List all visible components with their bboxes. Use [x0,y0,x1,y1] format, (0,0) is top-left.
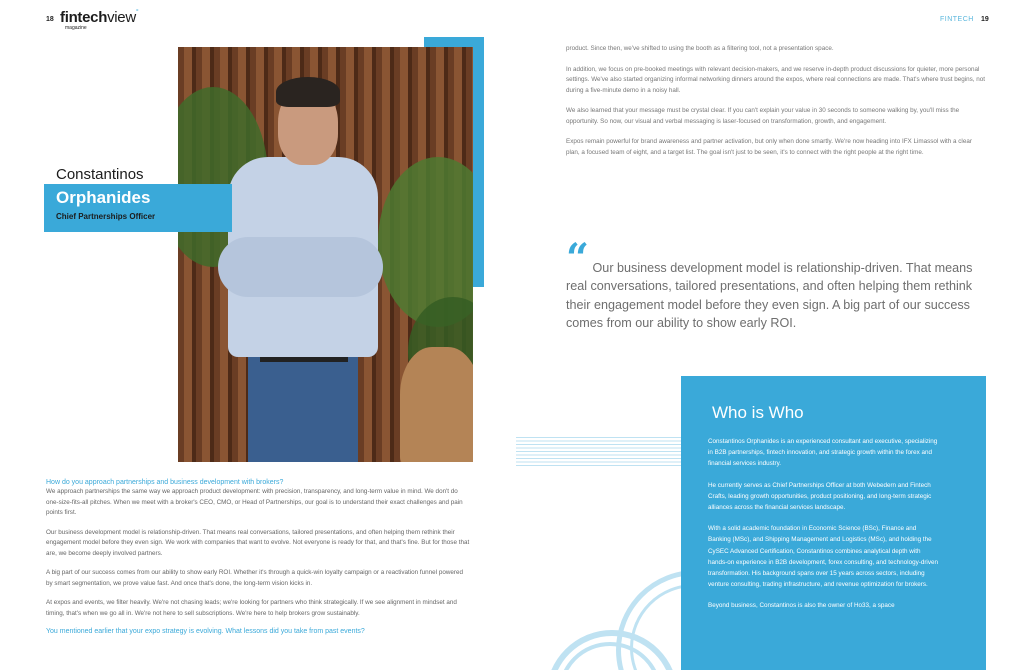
answer-paragraph: We approach partnerships the same way we approach product development: with precision, transparency, and long-term value in mind. We don't do one-size-fits-all pitches. When we meet with a broker's CEO, CMO, or Head of Partnerships, our goal is to understand their exact challenges and pain points first. [46,488,463,516]
answer-paragraph: Our business development model is relationship-driven. That means real conversations, tailored presentations, and often helping them rethink their engagement model before they even sign. We work with companies that want to evolve. Not everyone is ready for that, and that's fine. But for those that are, we become deeply involved partners. [46,528,470,557]
logo-text [60,9,136,26]
magazine-logo [60,9,139,31]
answer-paragraph: At expos and events, we filter heavily. We're not chasing leads; we're looking for partners who think strategically. If we see alignment in mindset and timing, that's when we go all in. We're not here to sell subscriptions. We're here to help brokers grow sustainably. [46,599,457,617]
article-paragraph: product. Since then, we've shifted to using the booth as a filtering tool, not a presentation space. [566,45,834,52]
bio-paragraph: He currently serves as Chief Partnerships Officer at both Webedern and Fintech Crafts, leading growth opportunities, product positioning, and long-term strategic alliances across the financial services landscape. [708,481,932,512]
bio-paragraph: Constantinos Orphanides is an experienced consultant and executive, specializing in B2B partnerships, fintech innovation, and strategic growth within the forex and financial services industry. [708,438,938,468]
who-is-who-bio [708,436,940,612]
first-name: Constantinos [56,166,144,183]
left-page-number: 18 [46,16,54,23]
bio-paragraph: With a solid academic foundation in Economic Science (BSc), Finance and Banking (MSc), and Shipping Management and Logistics (MSc), and holding the CySEC Advanced Certification, Constantinos combines analytical depth with hands-on experience in B2B development, forex consulting, and technology-driven transformation. His background spans over 15 years across sectors, including venture consulting, trading infrastructure, and revenue optimization for brokers. [708,525,938,589]
logo-subtitle: magazine [65,25,87,31]
portrait-photo [178,47,473,462]
quote-text: Our business development model is relationship-driven. That means real conversations, tailored presentations, and often helping them rethink their engagement model before they even sign. A big part of our success comes from our ability to show early ROI. [566,261,973,331]
right-article-column [566,44,986,158]
interview-question-2: You mentioned earlier that your expo strategy is evolving. What lessons did you take from past events? [46,628,365,635]
decorative-arcs [516,560,686,670]
answer-paragraph: A big part of our success comes from our ability to show early ROI. Whether it's through a quick-win loyalty campaign or a reactivation funnel powered by smart segmentation, we prove value fast. And once that's done, the long-term vision kicks in. [46,569,463,587]
interview-question-1: How do you approach partnerships and business development with brokers? [46,479,284,486]
last-name: Orphanides [56,188,151,207]
job-title: Chief Partnerships Officer [56,212,156,221]
name-box [44,184,232,232]
left-article-column [46,478,470,636]
right-page-number: 19 [981,16,989,23]
article-paragraph: In addition, we focus on pre-booked meetings with relevant decision-makers, and we reserve in-depth product discussions for quieter, more personal settings. We've also started organizing informal networking dinners around the expos, where real connections are made. That's where trust begins, not during a five-minute demo in a noisy hall. [566,65,986,94]
article-paragraph: We also learned that your message must be crystal clear. If you can't explain your value in 30 seconds to someone walking by, you'll miss the opportunity. So now, our visual and verbal messaging is laser-focused on transformation, growth, and engagement. [566,107,960,125]
section-tag: FINTECH [940,16,974,23]
decorative-stripes [516,437,682,467]
quote-mark-icon: “ [566,235,590,282]
pull-quote [566,235,986,333]
logo-light: view [107,9,136,26]
who-is-who-box [681,376,986,670]
logo-swirl-icon: ° [135,9,139,16]
who-is-who-title: Who is Who [712,403,804,422]
article-paragraph: Expos remain powerful for brand awareness and partner activation, but only when done smartly. We're now heading into IFX Limassol with a clear plan, a focused team of eight, and a target list. The goal isn't just to be seen, it's to connect with the right people at the right time. [566,138,972,156]
bio-paragraph: Beyond business, Constantinos is also the owner of Ho33, a space [708,602,895,610]
logo-bold: fintech [60,9,108,26]
